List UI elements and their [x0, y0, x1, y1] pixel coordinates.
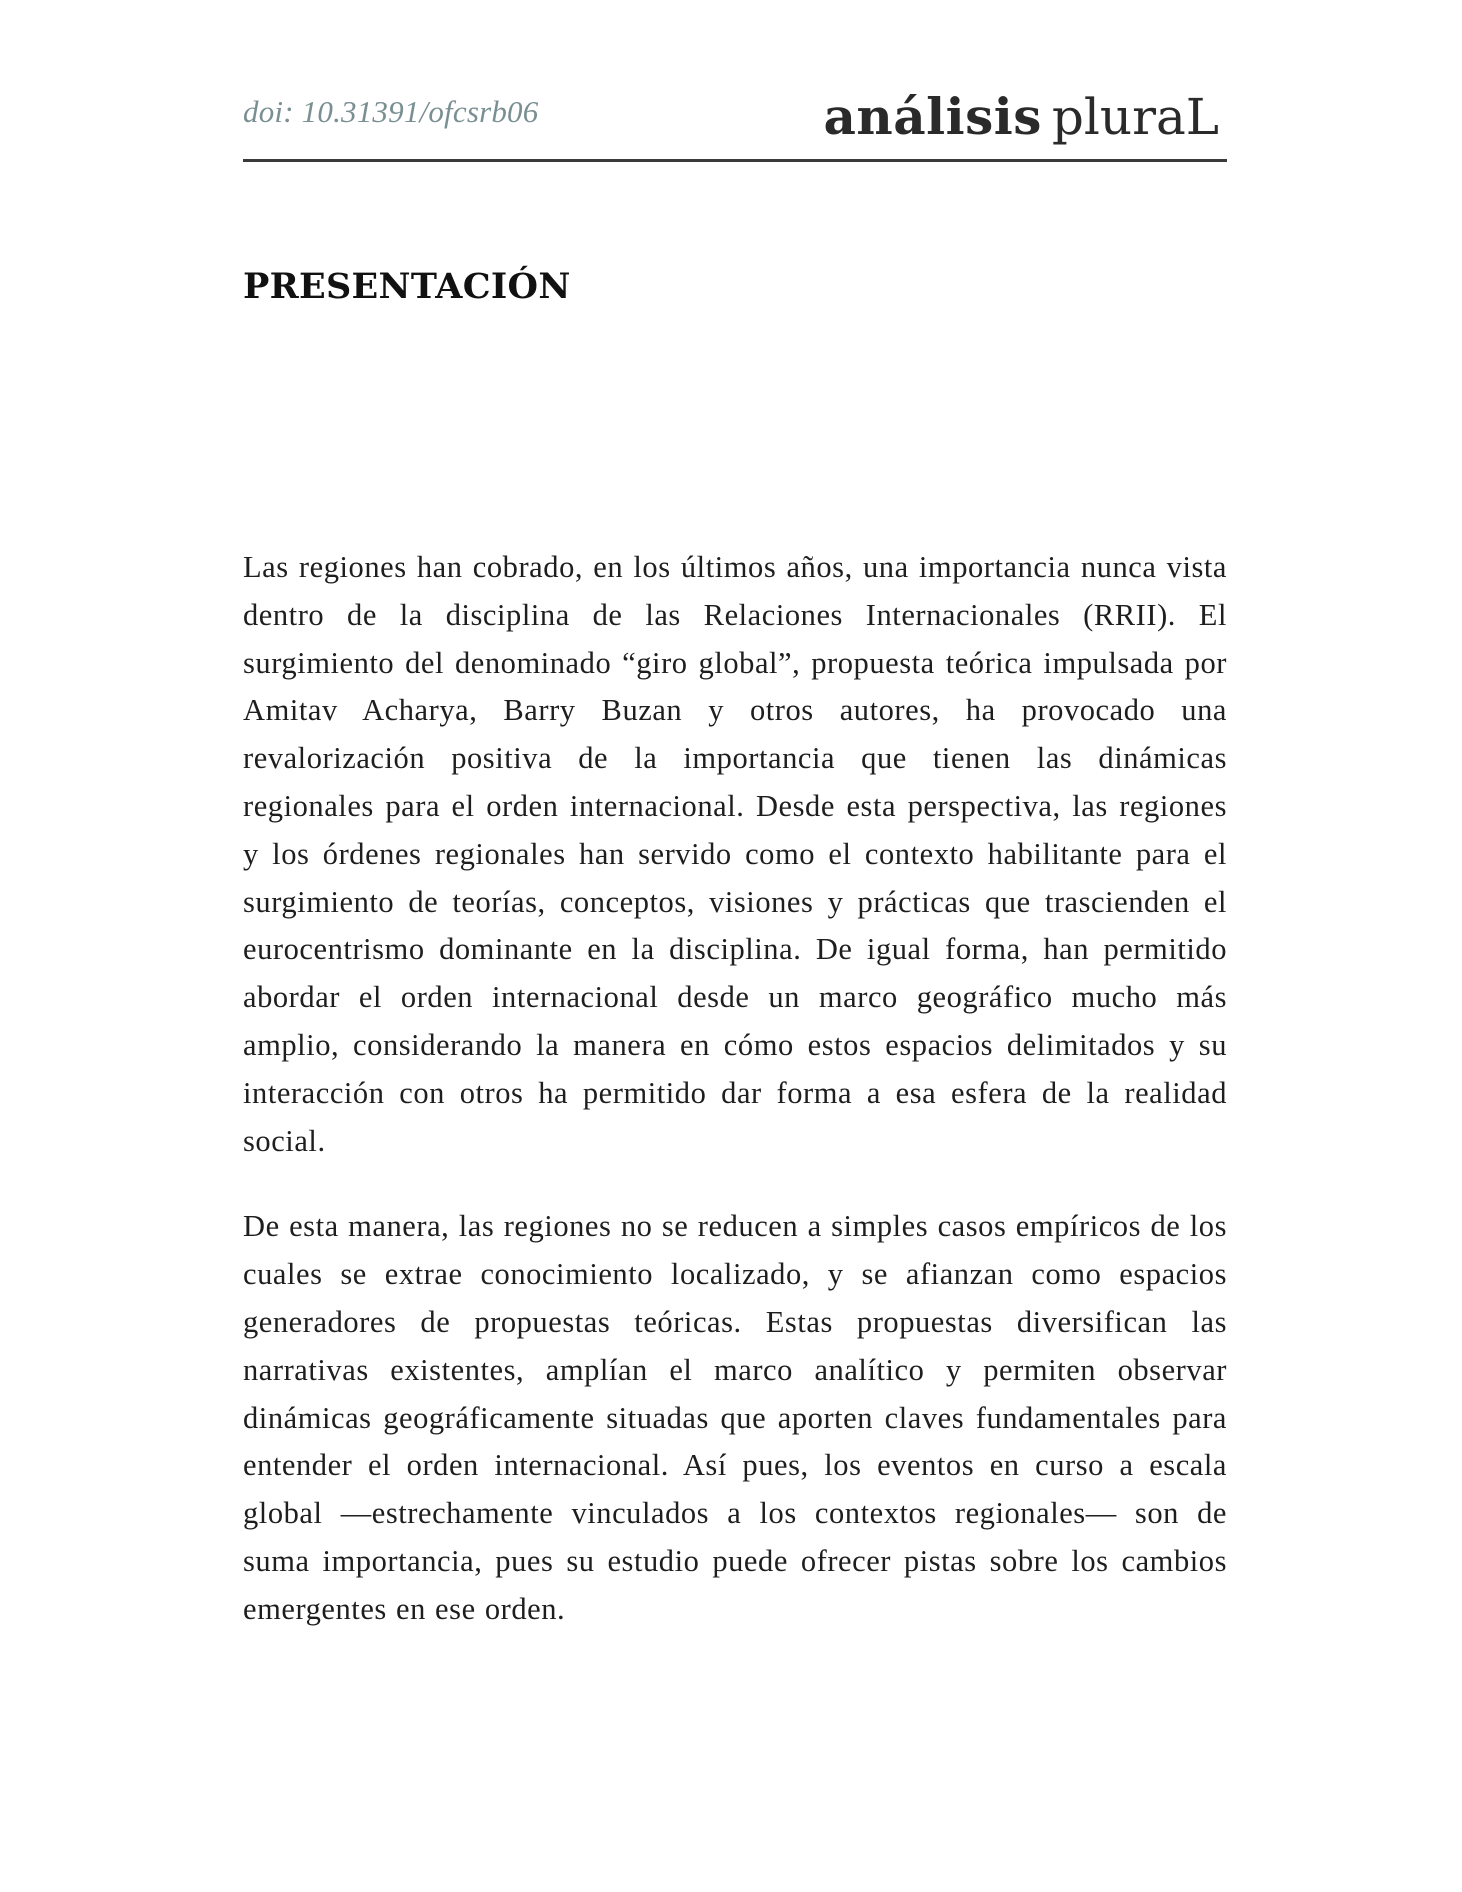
article-body — [243, 544, 1227, 1672]
paragraph-2: De esta manera, las regiones no se reducen a simples casos empíricos de los cuales se extrae conocimiento localizado, y se afianzan como espacios generadores de propuestas teóricas. Estas propuestas diversifican las narrativas existentes, amplían el marco analítico y permiten observar dinámicas geográficamente situadas que aporten claves fundamentales para entender el orden internacional. Así pues, los eventos en curso a escala global —estrechamente vinculados a los contextos regionales— son de suma importancia, pues su estudio puede ofrecer pistas sobre los cambios emergentes en ese orden. — [243, 1209, 1227, 1626]
paragraph-1: Las regiones han cobrado, en los últimos años, una importancia nunca vista dentro de la disciplina de las Relaciones Internacionales (RRII). El surgimiento del denominado “giro global”, propuesta teórica impulsada por Amitav Acharya, Barry Buzan y otros autores, ha provocado una revalorización positiva de la importancia que tienen las dinámicas regionales para el orden internacional. Desde esta perspectiva, las regiones y los órdenes regionales han servido como el contexto habilitante para el surgimiento de teorías, conceptos, visiones y prácticas que trascienden el eurocentrismo dominante en la disciplina. De igual forma, han permitido abordar el orden internacional desde un marco geográfico mucho más amplio, considerando la manera en cómo estos espacios delimitados y su interacción con otros ha permitido dar forma a esa esfera de la realidad social. — [243, 550, 1227, 1158]
logo-secondary-word: pluraL — [1051, 88, 1219, 146]
journal-logo — [823, 87, 1219, 146]
page-header — [243, 87, 1227, 162]
section-title: PRESENTACIÓN — [243, 266, 571, 307]
header-divider — [243, 159, 1227, 162]
logo-primary-word: análisis — [823, 87, 1042, 146]
doi-identifier: doi: 10.31391/ofcsrb06 — [243, 94, 539, 129]
